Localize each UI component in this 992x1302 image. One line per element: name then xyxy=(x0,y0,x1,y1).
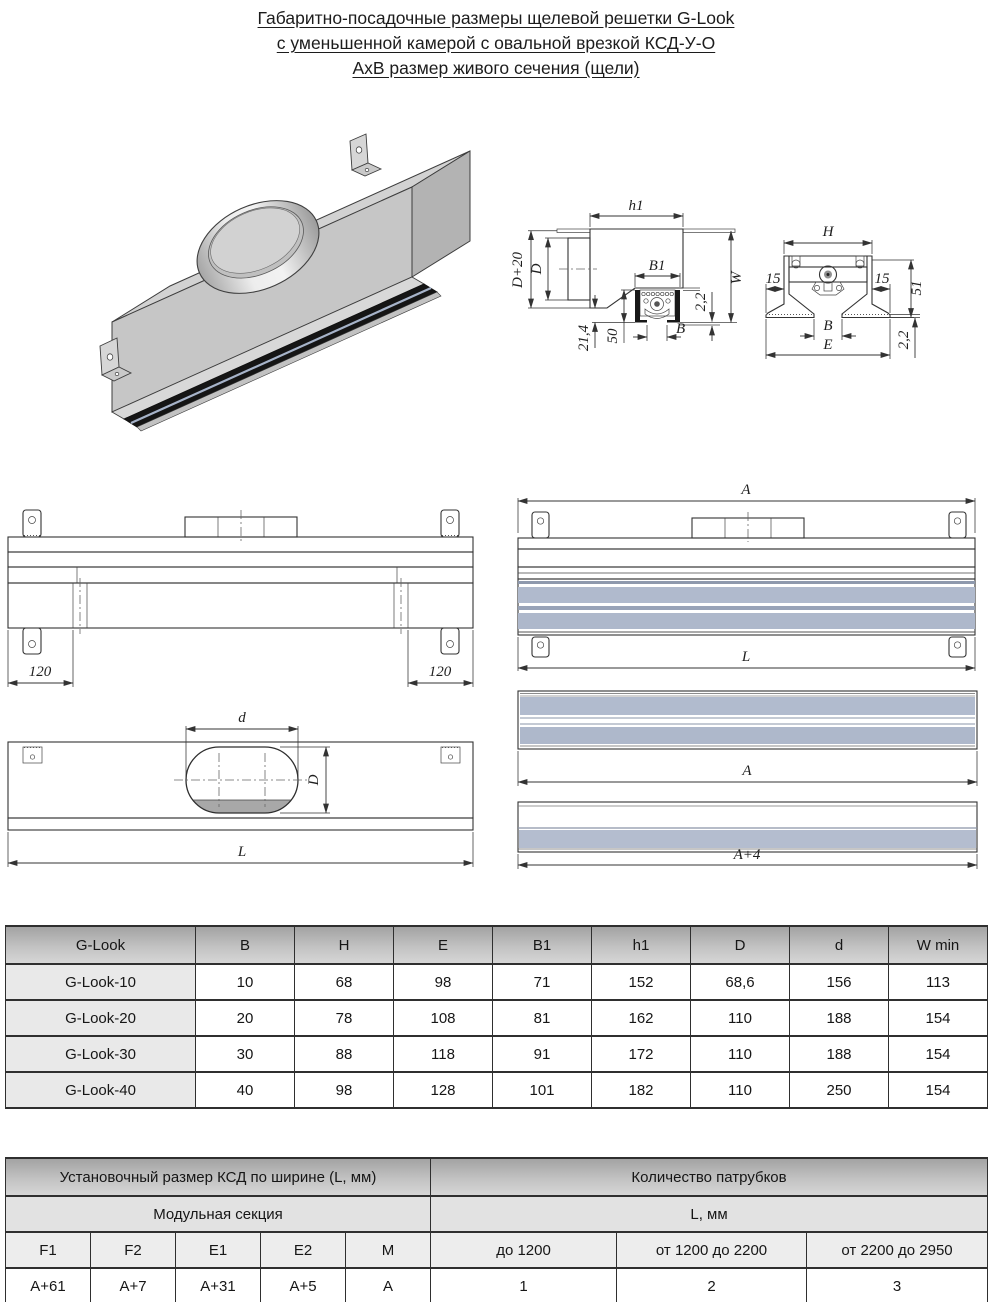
table-header-row xyxy=(6,926,988,964)
col-header: E1 xyxy=(176,1232,261,1268)
side-section-view xyxy=(495,188,765,388)
col-header: от 1200 до 2200 xyxy=(617,1232,807,1268)
bracket xyxy=(949,512,966,538)
page-title xyxy=(0,6,992,81)
value-cell: 113 xyxy=(889,964,988,1000)
value-cell: 98 xyxy=(295,1072,394,1108)
dim-label-a-front: A xyxy=(741,482,751,498)
value-cell: 68,6 xyxy=(691,964,790,1000)
value-cell: 98 xyxy=(394,964,493,1000)
isometric-view xyxy=(0,115,492,485)
table-row xyxy=(6,1000,988,1036)
value-cell: 110 xyxy=(691,1072,790,1108)
grille-profile xyxy=(518,579,975,635)
value-cell: 3 xyxy=(807,1268,988,1302)
title-line-1: Габаритно-посадочные размеры щелевой решетки G-Look xyxy=(257,8,735,28)
dim-label-w: W xyxy=(729,271,745,285)
col-header: H xyxy=(295,926,394,964)
value-cell: 152 xyxy=(592,964,691,1000)
ceiling-plate-right xyxy=(683,229,735,233)
dim-label-l-top: L xyxy=(237,844,247,860)
front-view-left xyxy=(0,490,492,700)
value-cell: A+61 xyxy=(6,1268,91,1302)
value-cell: 108 xyxy=(394,1000,493,1036)
clamp xyxy=(812,282,844,295)
title-line-3: АхВ размер живого сечения (щели) xyxy=(352,58,640,78)
col-header: B1 xyxy=(493,926,592,964)
value-cell: 110 xyxy=(691,1000,790,1036)
dim-label-a-plus-4: A+4 xyxy=(733,847,761,863)
subheader-right: L, мм xyxy=(431,1196,988,1232)
iso-end-face xyxy=(412,151,470,277)
slot-unit xyxy=(635,290,680,323)
cross-section-view xyxy=(756,218,992,383)
value-cell: 154 xyxy=(889,1000,988,1036)
dim-label-120-left: 120 xyxy=(28,664,52,680)
value-cell: 2 xyxy=(617,1268,807,1302)
value-cell: 78 xyxy=(295,1000,394,1036)
dim-label-15-right: 15 xyxy=(874,271,890,287)
strip-profile xyxy=(518,802,977,852)
ceiling-plate-left xyxy=(557,229,590,233)
col-header: F2 xyxy=(91,1232,176,1268)
value-cell: 10 xyxy=(196,964,295,1000)
col-header: G-Look xyxy=(6,926,196,964)
col-header: B xyxy=(196,926,295,964)
dim-label-b1: B1 xyxy=(648,258,666,274)
value-cell: A+31 xyxy=(176,1268,261,1302)
col-header: M xyxy=(346,1232,431,1268)
dim-label-h1: h1 xyxy=(628,198,644,214)
bracket xyxy=(949,637,966,657)
dim-label-b-cross: B xyxy=(823,318,833,334)
col-header: от 2200 до 2950 xyxy=(807,1232,988,1268)
value-cell: 118 xyxy=(394,1036,493,1072)
value-cell: 188 xyxy=(790,1000,889,1036)
front-view-right xyxy=(505,480,992,678)
col-header: h1 xyxy=(592,926,691,964)
iso-bracket-right xyxy=(350,134,381,176)
grille-strip-a xyxy=(505,683,992,795)
dim-label-d-big: D xyxy=(306,774,322,786)
value-cell: 91 xyxy=(493,1036,592,1072)
dim-label-l-front: L xyxy=(741,649,751,665)
value-cell: 1 xyxy=(431,1268,617,1302)
value-cell: 20 xyxy=(196,1000,295,1036)
dim-label-51: 51 xyxy=(909,280,925,296)
model-cell: G-Look-10 xyxy=(6,964,196,1000)
value-cell: A+5 xyxy=(261,1268,346,1302)
value-cell: 156 xyxy=(790,964,889,1000)
value-cell: 110 xyxy=(691,1036,790,1072)
dim-label-d-side: D xyxy=(529,263,545,275)
value-cell: 81 xyxy=(493,1000,592,1036)
value-cell: 68 xyxy=(295,964,394,1000)
dim-label-2-2-cross: 2,2 xyxy=(896,330,912,350)
value-cell: 40 xyxy=(196,1072,295,1108)
value-cell: 101 xyxy=(493,1072,592,1108)
lower-bar xyxy=(8,583,473,628)
value-cell: 88 xyxy=(295,1036,394,1072)
bracket-bottom-right xyxy=(441,628,459,654)
dim-label-d-plus-20: D+20 xyxy=(510,252,526,288)
dim-label-120-right: 120 xyxy=(428,664,452,680)
top-view xyxy=(0,700,492,872)
dark-band xyxy=(518,549,975,567)
col-header: d xyxy=(790,926,889,964)
table-colheads-row xyxy=(6,1232,988,1268)
table-values-row xyxy=(6,1268,988,1302)
table-header-row xyxy=(6,1158,988,1196)
header-left: Установочный размер КСД по ширине (L, мм) xyxy=(6,1158,431,1196)
dim-label-e: E xyxy=(823,337,833,353)
value-cell: 30 xyxy=(196,1036,295,1072)
dim-label-d-small: d xyxy=(238,710,246,726)
value-cell: 182 xyxy=(592,1072,691,1108)
model-cell: G-Look-20 xyxy=(6,1000,196,1036)
col-header: E2 xyxy=(261,1232,346,1268)
col-header: D xyxy=(691,926,790,964)
oval-shading xyxy=(186,800,298,813)
dim-label-15-left: 15 xyxy=(765,271,781,287)
table-row xyxy=(6,1072,988,1108)
value-cell: 154 xyxy=(889,1036,988,1072)
table-row xyxy=(6,1036,988,1072)
installation-table xyxy=(5,1157,987,1302)
col-header: E xyxy=(394,926,493,964)
title-line-2: с уменьшенной камерой с овальной врезкой КСД-У-О xyxy=(276,33,716,53)
value-cell: 172 xyxy=(592,1036,691,1072)
col-header: F1 xyxy=(6,1232,91,1268)
table-subheader-row xyxy=(6,1196,988,1232)
dimensions-table xyxy=(5,925,987,1109)
dim-label-50: 50 xyxy=(605,328,621,344)
header-right: Количество патрубков xyxy=(431,1158,988,1196)
bracket xyxy=(532,637,549,657)
bracket xyxy=(532,512,549,538)
col-header: W min xyxy=(889,926,988,964)
value-cell: 162 xyxy=(592,1000,691,1036)
dim-label-21-4: 21,4 xyxy=(576,324,592,352)
col-header: до 1200 xyxy=(431,1232,617,1268)
value-cell: 154 xyxy=(889,1072,988,1108)
value-cell: 250 xyxy=(790,1072,889,1108)
strip-profile xyxy=(518,691,977,749)
dim-label-b-side: B xyxy=(676,321,686,337)
value-cell: 188 xyxy=(790,1036,889,1072)
dark-band xyxy=(8,552,473,567)
value-cell: A+7 xyxy=(91,1268,176,1302)
bracket-bottom-left xyxy=(23,628,41,654)
model-cell: G-Look-30 xyxy=(6,1036,196,1072)
model-cell: G-Look-40 xyxy=(6,1072,196,1108)
value-cell: 128 xyxy=(394,1072,493,1108)
subheader-left: Модульная секция xyxy=(6,1196,431,1232)
dim-label-h: H xyxy=(822,224,834,240)
dim-label-2-2-side: 2,2 xyxy=(693,292,709,312)
value-cell: 71 xyxy=(493,964,592,1000)
grille-strip-a4 xyxy=(505,798,992,872)
value-cell: A xyxy=(346,1268,431,1302)
dim-label-a-strip: A xyxy=(742,763,752,779)
table-row xyxy=(6,964,988,1000)
